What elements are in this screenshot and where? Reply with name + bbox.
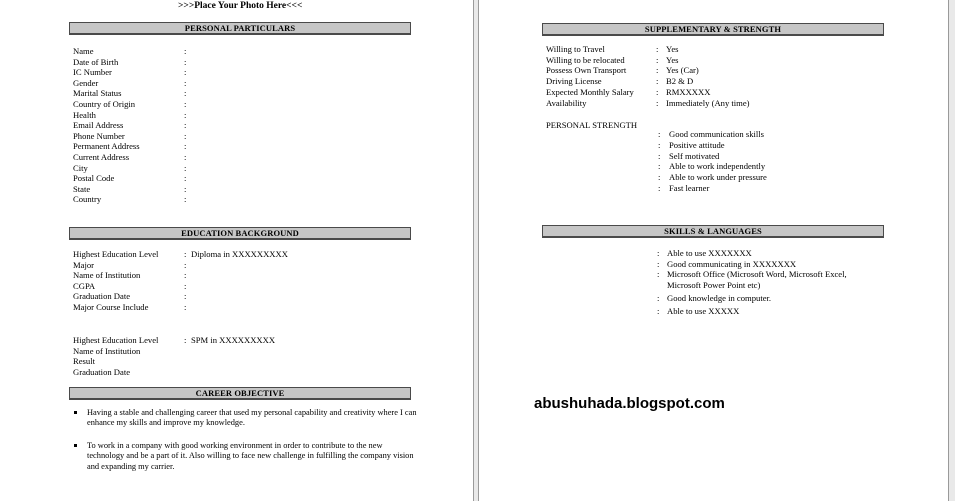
education-value: SPM in XXXXXXXXX xyxy=(191,335,276,345)
supplementary-label: Availability xyxy=(546,97,587,108)
skill-item: Able to use XXXXXXX xyxy=(667,248,752,258)
personal-field-label: Country of Origin xyxy=(73,99,136,109)
colon-separator: : xyxy=(184,270,187,281)
education-background-heading: EDUCATION BACKGROUND xyxy=(69,227,411,240)
colon-separator: : xyxy=(658,139,661,150)
colon-separator: : xyxy=(184,302,187,312)
colon-separator: : xyxy=(184,88,187,99)
colon-separator: : xyxy=(658,150,661,161)
strength-item: Positive attitude xyxy=(669,139,725,150)
photo-placeholder: >>>Place Your Photo Here<<< xyxy=(178,1,303,11)
personal-field-label: City xyxy=(73,162,88,173)
colon-separator: : xyxy=(658,172,661,183)
colon-separator: : xyxy=(184,67,187,78)
supplementary-value: B2 & D xyxy=(666,76,694,87)
personal-field-label: Email Address xyxy=(73,120,124,131)
supplementary-strength-heading: SUPPLEMENTARY & STRENGTH xyxy=(542,23,884,36)
education-label: Highest Education Level xyxy=(73,249,159,259)
personal-strength-title: PERSONAL STRENGTH xyxy=(546,120,638,130)
personal-field-label: Health xyxy=(73,109,96,120)
personal-field-label: Name xyxy=(73,46,94,56)
colon-separator: : xyxy=(184,280,187,291)
personal-field-label: Country xyxy=(73,194,102,205)
colon-separator: : xyxy=(184,249,187,259)
colon-separator: : xyxy=(656,54,659,65)
education-label: Name of Institution xyxy=(73,270,141,281)
colon-separator: : xyxy=(184,99,187,109)
personal-field-label: Postal Code xyxy=(73,173,115,184)
personal-field-label: Phone Number xyxy=(73,130,125,141)
education-label: Graduation Date xyxy=(73,366,131,377)
education-value: Diploma in XXXXXXXXX xyxy=(191,249,288,259)
colon-separator: : xyxy=(657,269,660,279)
career-bullet-2 xyxy=(74,444,77,447)
personal-particulars-heading: PERSONAL PARTICULARS xyxy=(69,22,411,35)
career-item-2: To work in a company with good working environment in order to contribute to the new technology and be a part of it. Also willing to face new challenge in fulfilling the company vision and expanding my carrier. xyxy=(87,441,414,471)
strength-item: Good communication skills xyxy=(669,129,765,139)
colon-separator: : xyxy=(184,162,187,173)
career-bullet-1 xyxy=(74,411,77,414)
colon-separator: : xyxy=(184,173,187,184)
colon-separator: : xyxy=(184,194,187,205)
strength-item: Fast learner xyxy=(669,183,710,193)
personal-field-label: Gender xyxy=(73,77,99,88)
skill-item: Good communicating in XXXXXXX xyxy=(667,258,797,269)
skill-item: Microsoft Power Point etc) xyxy=(667,279,761,290)
supplementary-label: Driving License xyxy=(546,76,602,87)
supplementary-value: Yes xyxy=(666,54,679,65)
colon-separator: : xyxy=(184,56,187,67)
skill-item: Good knowledge in computer. xyxy=(667,293,772,303)
colon-separator: : xyxy=(658,183,661,193)
colon-separator: : xyxy=(656,76,659,87)
colon-separator: : xyxy=(184,77,187,88)
education-label: Major Course Include xyxy=(73,302,149,312)
colon-separator: : xyxy=(184,130,187,141)
colon-separator: : xyxy=(184,183,187,194)
colon-separator: : xyxy=(184,291,187,302)
colon-separator: : xyxy=(184,259,187,270)
colon-separator: : xyxy=(184,141,187,152)
colon-separator: : xyxy=(657,248,660,258)
personal-field-label: Permanent Address xyxy=(73,141,140,152)
education-label: Major xyxy=(73,259,95,270)
colon-separator: : xyxy=(658,161,661,172)
strength-item: Able to work under pressure xyxy=(669,172,767,183)
colon-separator: : xyxy=(184,109,187,120)
colon-separator: : xyxy=(656,86,659,97)
colon-separator: : xyxy=(657,293,660,303)
education-label: Result xyxy=(73,356,95,367)
supplementary-value: Yes (Car) xyxy=(666,65,699,76)
personal-field-label: Current Address xyxy=(73,152,130,162)
colon-separator: : xyxy=(184,152,187,162)
right-gutter xyxy=(948,0,955,501)
career-item-1: Having a stable and challenging career that used my personal capability and creativity where I can enhance my skills and improve my knowledge. xyxy=(87,408,417,428)
education-label: Name of Institution xyxy=(73,345,141,356)
personal-field-label: IC Number xyxy=(73,67,112,78)
strength-item: Able to work independently xyxy=(669,161,766,172)
supplementary-label: Expected Monthly Salary xyxy=(546,86,634,97)
colon-separator: : xyxy=(184,46,187,56)
personal-field-label: State xyxy=(73,183,91,194)
supplementary-value: Immediately (Any time) xyxy=(666,97,750,108)
skill-item: Microsoft Office (Microsoft Word, Microsoft Excel, xyxy=(667,269,847,279)
colon-separator: : xyxy=(656,44,659,54)
strength-item: Self motivated xyxy=(669,150,720,161)
colon-separator: : xyxy=(184,120,187,131)
supplementary-label: Willing to Travel xyxy=(546,44,605,54)
colon-separator: : xyxy=(656,97,659,108)
supplementary-label: Possess Own Transport xyxy=(546,65,627,76)
education-label: CGPA xyxy=(73,280,96,291)
career-objective-heading: CAREER OBJECTIVE xyxy=(69,387,411,400)
supplementary-label: Willing to be relocated xyxy=(546,54,625,65)
education-label: Highest Education Level xyxy=(73,335,159,345)
blog-watermark: abushuhada.blogspot.com xyxy=(534,395,725,412)
personal-field-label: Marital Status xyxy=(73,88,122,99)
education-label: Graduation Date xyxy=(73,291,131,302)
skills-languages-heading: SKILLS & LANGUAGES xyxy=(542,225,884,238)
supplementary-value: Yes xyxy=(666,44,679,54)
personal-field-label: Date of Birth xyxy=(73,56,119,67)
skill-item: Able to use XXXXX xyxy=(667,306,740,316)
colon-separator: : xyxy=(657,306,660,316)
colon-separator: : xyxy=(184,335,187,345)
colon-separator: : xyxy=(658,129,661,139)
colon-separator: : xyxy=(656,65,659,76)
supplementary-value: RMXXXXX xyxy=(666,86,711,97)
colon-separator: : xyxy=(657,258,660,269)
